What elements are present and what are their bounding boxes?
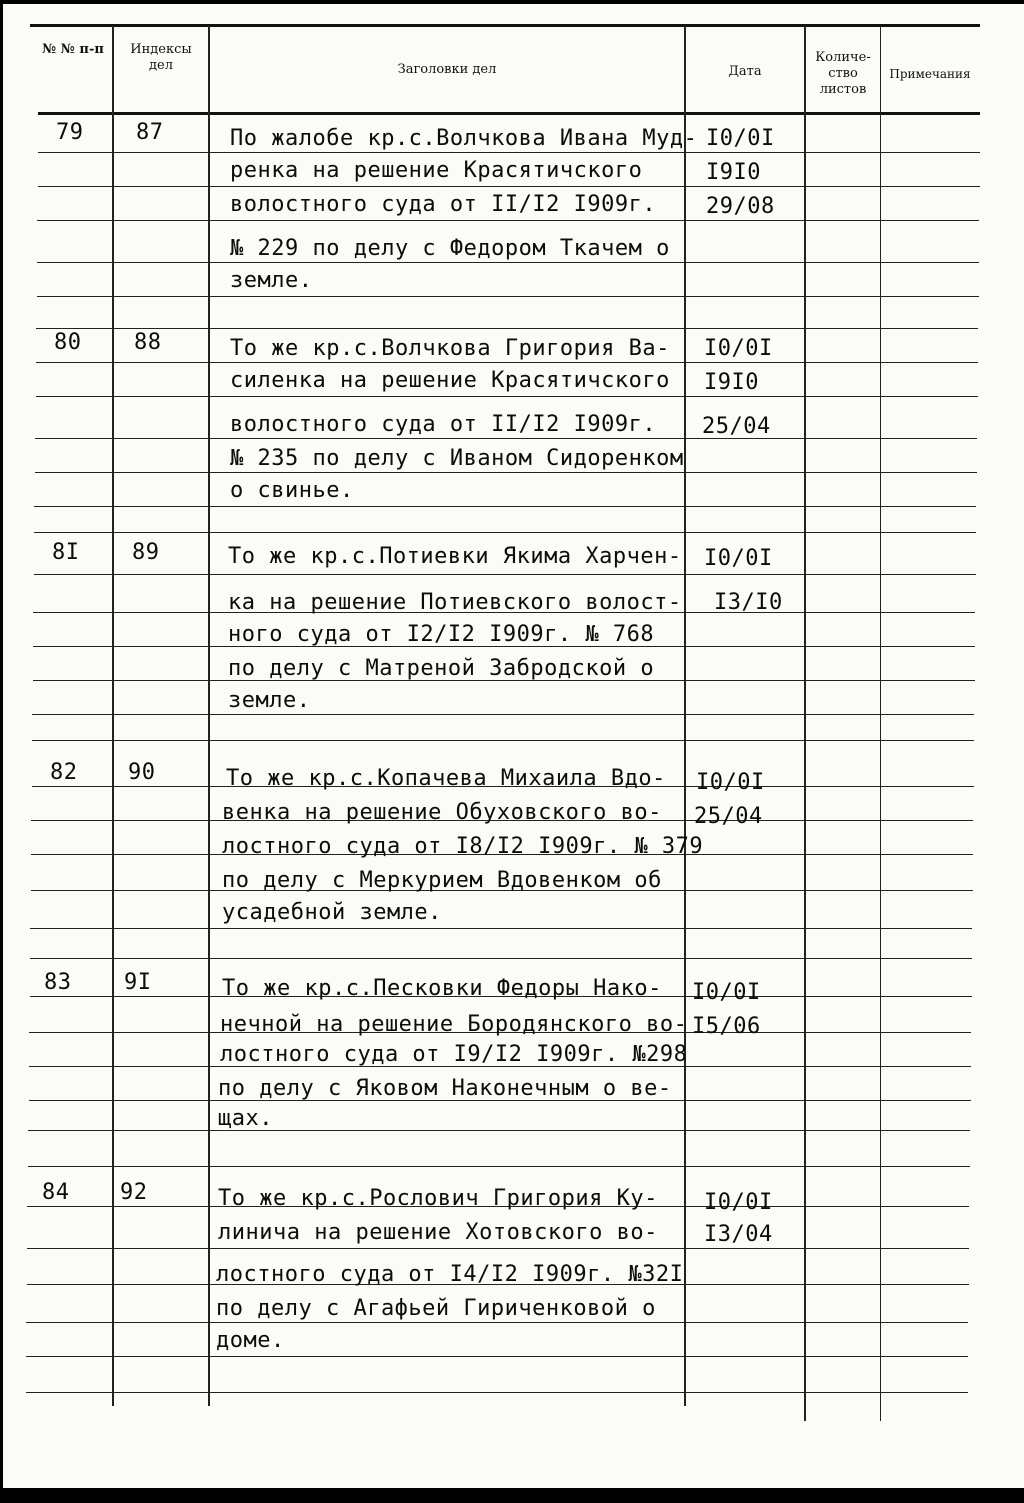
ruled-line [30, 958, 972, 959]
title-line: ренка на решение Красятичского [230, 158, 643, 183]
row-number: 8I [52, 540, 80, 565]
row-number: 84 [42, 1180, 70, 1205]
col-divider-5 [880, 26, 881, 1421]
title-line: То же кр.с.Потиевки Якима Харчен- [228, 544, 682, 569]
date-value: I5/06 [692, 1014, 761, 1039]
row-index: 92 [120, 1180, 148, 1205]
ruled-line [36, 396, 978, 397]
row-number: 82 [50, 760, 78, 785]
ruled-line [27, 1248, 969, 1249]
title-line: о свинье. [230, 478, 354, 503]
title-line: силенка на решение Красятичского [230, 368, 670, 393]
ruled-line [30, 928, 972, 929]
title-line: земле. [228, 688, 311, 713]
ruled-line [34, 574, 976, 575]
ruled-line [37, 296, 979, 297]
date-value: I9I0 [704, 370, 759, 395]
ruled-line [26, 1356, 968, 1357]
row-index: 90 [128, 760, 156, 785]
date-value: 25/04 [694, 804, 763, 829]
title-line: лостного суда от I8/I2 I909г. № 379 [222, 834, 704, 859]
title-line: по делу с Яковом Наконечным о ве- [218, 1076, 672, 1101]
header-sheets: Количе-ство листов [815, 50, 871, 97]
ruled-line [38, 152, 980, 153]
date-value: I0/0I [704, 1190, 773, 1215]
row-index: 87 [136, 120, 164, 145]
title-line: щах. [218, 1106, 273, 1131]
ruled-line [32, 714, 974, 715]
title-line: волостного суда от II/I2 I909г. [230, 412, 657, 437]
ruled-line [36, 328, 978, 329]
ruled-line [37, 220, 979, 221]
title-line: То же кр.с.Волчкова Григория Ва- [230, 336, 670, 361]
title-line: по делу с Меркурием Вдовенком об [222, 868, 662, 893]
title-line: То же кр.с.Рослович Григория Ку- [218, 1186, 658, 1211]
title-line: № 235 по делу с Иваном Сидоренком [230, 446, 684, 471]
row-number: 80 [54, 330, 82, 355]
date-value: 25/04 [702, 414, 771, 439]
row-index: 89 [132, 540, 160, 565]
date-value: I3/04 [704, 1222, 773, 1247]
date-value: I0/0I [704, 546, 773, 571]
ruled-line [26, 1322, 968, 1323]
ruled-line [32, 740, 974, 741]
row-number: 79 [56, 120, 84, 145]
title-line: лостного суда от I9/I2 I909г. №298 [220, 1042, 688, 1067]
header-top-rule [30, 24, 980, 27]
ruled-line [34, 532, 976, 533]
col-divider-2 [208, 26, 210, 1406]
title-line: волостного суда от II/I2 I909г. [230, 192, 657, 217]
header-title: Заголовки дел [397, 62, 497, 77]
title-line: линича на решение Хотовского во- [218, 1220, 658, 1245]
scan-edge-top [0, 0, 1024, 4]
header-no: № № п-п [42, 42, 104, 57]
ruled-line [34, 506, 976, 507]
scan-edge-bottom [0, 1488, 1024, 1503]
date-value: I9I0 [706, 160, 761, 185]
ruled-line [26, 1392, 968, 1393]
title-line: по делу с Матреной Забродской о [228, 656, 655, 681]
title-line: То же кр.с.Копачева Михаила Вдо- [226, 766, 666, 791]
row-index: 9I [124, 970, 152, 995]
date-value: I0/0I [706, 126, 775, 151]
date-value: 29/08 [706, 194, 775, 219]
title-line: ного суда от I2/I2 I909г. № 768 [228, 622, 655, 647]
title-line: № 229 по делу с Федором Ткачем о [230, 236, 670, 261]
ruled-line [35, 438, 977, 439]
title-line: венка на решение Обуховского во- [222, 800, 662, 825]
date-value: I0/0I [704, 336, 773, 361]
title-line: по делу с Агафьей Гириченковой о [216, 1296, 656, 1321]
title-line: По жалобе кр.с.Волчкова Ивана Муд- [230, 126, 698, 151]
col-divider-3 [684, 26, 686, 1406]
ruled-line [36, 362, 978, 363]
title-line: ка на решение Потиевского волост- [228, 590, 682, 615]
title-line: лостного суда от I4/I2 I909г. №32I [216, 1262, 684, 1287]
ruled-line [38, 186, 980, 187]
row-number: 83 [44, 970, 72, 995]
title-line: нечной на решение Бородянского во- [220, 1012, 688, 1037]
date-value: I0/0I [692, 980, 761, 1005]
header-date: Дата [728, 64, 762, 79]
ruled-line [28, 1166, 970, 1167]
ruled-line [37, 262, 979, 263]
col-divider-1 [112, 26, 114, 1406]
title-line: То же кр.с.Песковки Федоры Нако- [222, 976, 662, 1001]
title-line: земле. [230, 268, 313, 293]
date-value: I3/I0 [714, 590, 783, 615]
date-value: I0/0I [696, 770, 765, 795]
title-line: доме. [216, 1328, 285, 1353]
header-notes: Примечания [889, 67, 971, 81]
col-divider-4 [804, 26, 806, 1421]
scan-edge-left [0, 0, 3, 1503]
ruled-line [35, 472, 977, 473]
row-index: 88 [134, 330, 162, 355]
title-line: усадебной земле. [222, 900, 442, 925]
header-bottom-rule [38, 112, 980, 115]
ruled-line [28, 1130, 970, 1131]
header-index: Индексы дел [130, 42, 192, 73]
